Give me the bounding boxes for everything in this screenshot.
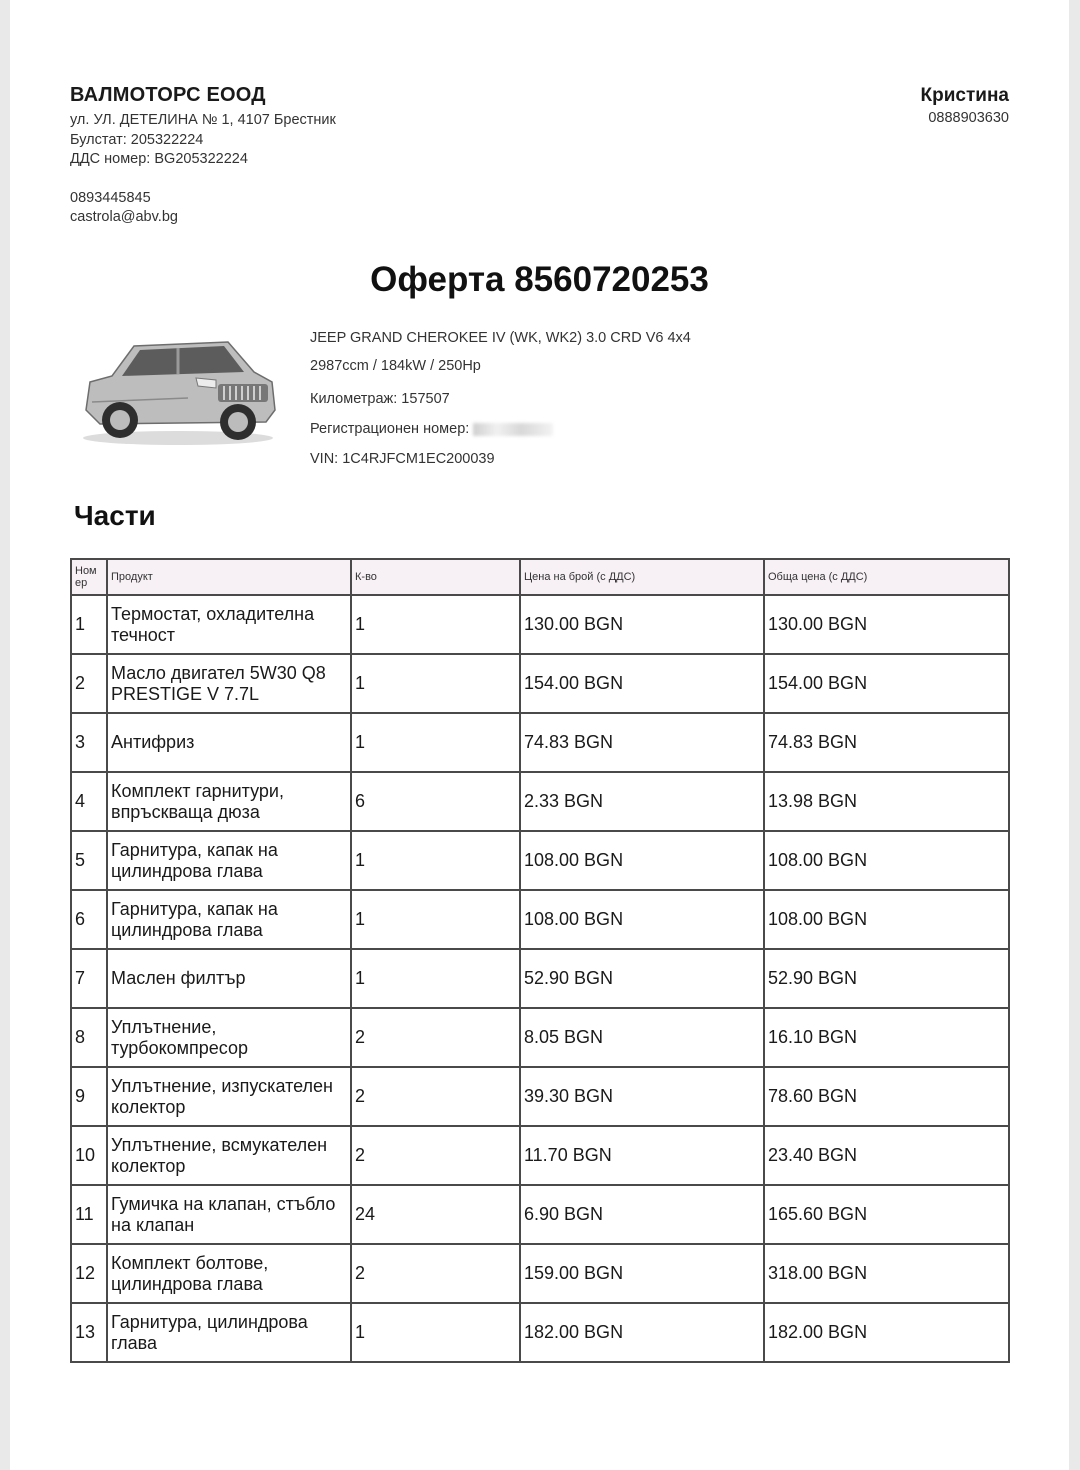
cell-unit-price: 108.00 BGN (520, 890, 764, 949)
table-row (71, 713, 1009, 772)
cell-number: 10 (71, 1126, 107, 1185)
cell-number: 4 (71, 772, 107, 831)
table-row (71, 1126, 1009, 1185)
client-block (921, 85, 1009, 126)
cell-number: 6 (71, 890, 107, 949)
cell-quantity: 1 (351, 831, 520, 890)
cell-unit-price: 8.05 BGN (520, 1008, 764, 1067)
cell-number: 13 (71, 1303, 107, 1362)
cell-product: Комплект гарнитури, впръскваща дюза (107, 772, 351, 831)
company-name: ВАЛМОТОРС ЕООД (70, 84, 266, 106)
cell-quantity: 6 (351, 772, 520, 831)
header-total-price: Обща цена (с ДДС) (764, 559, 1009, 595)
header-unit-price: Цена на брой (с ДДС) (520, 559, 764, 595)
table-row (71, 890, 1009, 949)
header-number: Ном ер (71, 559, 107, 595)
cell-product: Уплътнение, изпускателен колектор (107, 1067, 351, 1126)
cell-unit-price: 52.90 BGN (520, 949, 764, 1008)
cell-product: Масло двигател 5W30 Q8 PRESTIGE V 7.7L (107, 654, 351, 713)
cell-product: Гарнитура, цилиндрова глава (107, 1303, 351, 1362)
offer-title: Оферта 8560720253 (370, 260, 709, 299)
cell-quantity: 2 (351, 1067, 520, 1126)
cell-total-price: 78.60 BGN (764, 1067, 1009, 1126)
cell-total-price: 182.00 BGN (764, 1303, 1009, 1362)
cell-product: Гарнитура, капак на цилиндрова глава (107, 890, 351, 949)
cell-unit-price: 154.00 BGN (520, 654, 764, 713)
cell-unit-price: 159.00 BGN (520, 1244, 764, 1303)
cell-number: 2 (71, 654, 107, 713)
cell-unit-price: 11.70 BGN (520, 1126, 764, 1185)
cell-product: Термостат, охладителна течност (107, 595, 351, 654)
vehicle-model: JEEP GRAND CHEROKEE IV (WK, WK2) 3.0 CRD V6 4x4 (310, 330, 691, 346)
cell-quantity: 1 (351, 949, 520, 1008)
cell-quantity: 1 (351, 654, 520, 713)
cell-quantity: 1 (351, 890, 520, 949)
table-row (71, 654, 1009, 713)
cell-product: Гарнитура, капак на цилиндрова глава (107, 831, 351, 890)
cell-number: 12 (71, 1244, 107, 1303)
cell-total-price: 74.83 BGN (764, 713, 1009, 772)
client-name: Кристина (920, 85, 1009, 106)
cell-quantity: 24 (351, 1185, 520, 1244)
vehicle-registration (310, 421, 553, 437)
header-product: Продукт (107, 559, 351, 595)
cell-product: Антифриз (107, 713, 351, 772)
company-block (70, 84, 336, 228)
cell-total-price: 130.00 BGN (764, 595, 1009, 654)
client-phone: 0888903630 (928, 110, 1009, 126)
cell-total-price: 23.40 BGN (764, 1126, 1009, 1185)
company-vat: ДДС номер: BG205322224 (70, 151, 248, 167)
table-row (71, 1008, 1009, 1067)
cell-total-price: 165.60 BGN (764, 1185, 1009, 1244)
table-row (71, 595, 1009, 654)
section-title: Части (74, 500, 156, 531)
cell-product: Комплект болтове, цилиндрова глава (107, 1244, 351, 1303)
cell-quantity: 1 (351, 595, 520, 654)
table-row (71, 949, 1009, 1008)
cell-total-price: 16.10 BGN (764, 1008, 1009, 1067)
cell-total-price: 108.00 BGN (764, 831, 1009, 890)
cell-number: 9 (71, 1067, 107, 1126)
offer-page (10, 0, 1069, 1470)
cell-unit-price: 130.00 BGN (520, 595, 764, 654)
cell-number: 8 (71, 1008, 107, 1067)
table-row (71, 831, 1009, 890)
table-row (71, 1185, 1009, 1244)
cell-quantity: 2 (351, 1244, 520, 1303)
cell-total-price: 318.00 BGN (764, 1244, 1009, 1303)
registration-label: Регистрационен номер: (310, 421, 470, 437)
cell-quantity: 2 (351, 1126, 520, 1185)
cell-unit-price: 6.90 BGN (520, 1185, 764, 1244)
vehicle-vin: VIN: 1C4RJFCM1EC200039 (310, 451, 495, 467)
cell-unit-price: 39.30 BGN (520, 1067, 764, 1126)
cell-number: 7 (71, 949, 107, 1008)
cell-unit-price: 108.00 BGN (520, 831, 764, 890)
cell-unit-price: 182.00 BGN (520, 1303, 764, 1362)
cell-number: 11 (71, 1185, 107, 1244)
cell-product: Уплътнение, турбокомпресор (107, 1008, 351, 1067)
vehicle-engine: 2987ccm / 184kW / 250Hp (310, 358, 481, 374)
cell-total-price: 13.98 BGN (764, 772, 1009, 831)
cell-total-price: 108.00 BGN (764, 890, 1009, 949)
cell-number: 5 (71, 831, 107, 890)
cell-number: 3 (71, 713, 107, 772)
cell-number: 1 (71, 595, 107, 654)
vehicle-mileage: Километраж: 157507 (310, 391, 450, 407)
company-bulstat: Булстат: 205322224 (70, 131, 204, 148)
company-email: castrola@abv.bg (70, 209, 178, 225)
company-address: ул. УЛ. ДЕТЕЛИНА № 1, 4107 Брестник (70, 112, 336, 128)
registration-redacted (473, 423, 553, 436)
cell-product: Маслен филтър (107, 949, 351, 1008)
cell-unit-price: 2.33 BGN (520, 772, 764, 831)
cell-product: Гумичка на клапан, стъбло на клапан (107, 1185, 351, 1244)
cell-total-price: 154.00 BGN (764, 654, 1009, 713)
car-image (78, 332, 278, 447)
company-phone: 0893445845 (70, 189, 151, 206)
cell-total-price: 52.90 BGN (764, 949, 1009, 1008)
parts-table (70, 558, 1010, 1363)
cell-product: Уплътнение, всмукателен колектор (107, 1126, 351, 1185)
cell-unit-price: 74.83 BGN (520, 713, 764, 772)
table-row (71, 1244, 1009, 1303)
cell-quantity: 1 (351, 1303, 520, 1362)
table-row (71, 1303, 1009, 1362)
cell-quantity: 2 (351, 1008, 520, 1067)
table-row (71, 772, 1009, 831)
table-row (71, 1067, 1009, 1126)
table-header-row (71, 559, 1009, 595)
cell-quantity: 1 (351, 713, 520, 772)
header-quantity: К-во (351, 559, 520, 595)
